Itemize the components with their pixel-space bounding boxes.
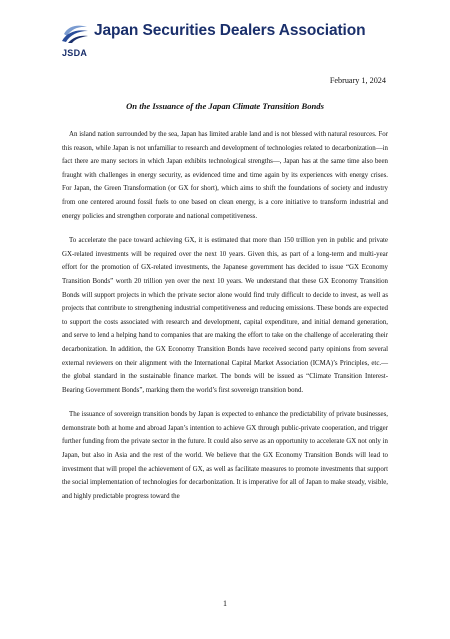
document-date: February 1, 2024: [329, 76, 386, 85]
page-number: 1: [223, 599, 227, 608]
paragraph: The issuance of sovereign transition bonds by Japan is expected to enhance the predictability of private businesses, demonstrate both at home and abroad Japan’s intention to achieve GX through public-private cooperation, and trigger further funding from the private sector in the future. It could also serve as an opportunity to accelerate GX not only in Japan, but also in Asia and the rest of the world. We believe that the GX Economy Transition Bonds will lead to investment that will propel the achievement of GX, as well as facilitate measures to promote investments that support the social implementation of technologies for decarbonization. It is imperative for all of Japan to make steady, visible, and highly predictable progress toward the: [62, 411, 388, 500]
paragraph: An island nation surrounded by the sea, Japan has limited arable land and is not blessed with natural resources. For this reason, while Japan is not unfamiliar to research and development of technologies related to decarbonization—in fact there are many sectors in which Japan exhibits technological strengths—, Japan has at the same time also been fraught with challenges in energy security, as evidenced time and time again by its experiences with energy crises. For Japan, the Green Transformation (or GX for short), which aims to shift the foundations of society and industry from one centered around fossil fuels to one based on clean energy, is a core initiative to transform industrial and energy policies and strengthen corporate and national competitiveness.: [62, 131, 388, 220]
document-body: [62, 128, 388, 514]
jsda-logo-icon: [62, 24, 88, 43]
org-abbreviation: JSDA: [62, 48, 88, 58]
org-name: Japan Securities Dealers Association: [94, 22, 366, 39]
paragraph: To accelerate the pace toward achieving GX, it is estimated that more than 150 trillion yen in public and private GX-related investments will be required over the next 10 years. Given this, as part of a long-term and multi-year effort for the promotion of GX-related investments, the Japanese government has decided to issue “GX Economy Transition Bonds” worth 20 trillion yen over the next 10 years. We understand that these GX Economy Transition Bonds will support projects in which the private sector alone would find truly difficult to decide to invest, as well as projects that contribute to strengthening industrial competitiveness and reducing emissions. These bonds are expected to support the costs associated with research and development, capital expenditure, and initial demand generation, and serve to lend a helping hand to companies that are making the effort to take on the challenge of accelerating their decarbonization. In addition, the GX Economy Transition Bonds have received second party opinions from several external reviewers on their alignment with the International Capital Market Association (ICMA)’s Principles, etc.—the global standard in the sustainable finance market. The bonds will be issued as “Climate Transition Interest-Bearing Government Bonds”, marking them the world’s first sovereign transition bond.: [62, 237, 388, 394]
document-title: On the Issuance of the Japan Climate Transition Bonds: [126, 101, 324, 111]
